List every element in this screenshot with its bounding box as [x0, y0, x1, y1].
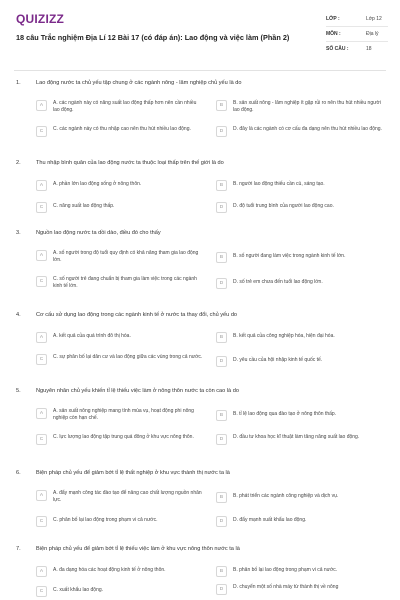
option-text: B. phân bố lại lao động trong phạm vi cả nước. — [233, 567, 338, 573]
option-letter: D — [216, 202, 227, 213]
option-text: B. số người đang làm việc trong ngành kinh tế lớn. — [233, 253, 346, 259]
option-text: C. xuất khẩu lao động. — [53, 587, 104, 593]
option-d[interactable] — [216, 434, 386, 445]
question-number: 5. — [16, 388, 21, 394]
option-text: C. phân bố lại lao động trong phạm vi cả nước. — [53, 517, 158, 523]
option-letter: D — [216, 126, 227, 137]
option-d[interactable] — [216, 584, 386, 595]
question-text: Biện pháp chủ yếu để giảm bớt tỉ lệ thiếu việc làm ở khu vực nông thôn nước ta là — [36, 546, 240, 552]
option-text: D. đầu tư khoa học kĩ thuật làm tăng năng suất lao động. — [233, 434, 360, 440]
question-text: Thu nhập bình quân của lao động nước ta thuộc loại thấp trên thế giới là do — [36, 160, 224, 166]
option-c[interactable] — [36, 354, 206, 365]
meta-label: MÔN : — [326, 31, 341, 37]
option-letter: B — [216, 332, 227, 343]
option-text: A. đẩy mạnh công tác đào tạo để nâng cao chất lượng nguồn nhân lực. — [53, 490, 202, 503]
option-c[interactable] — [36, 202, 206, 213]
question-number: 6. — [16, 470, 21, 476]
header-divider — [14, 70, 386, 71]
question-text: Cơ cấu sử dụng lao động trong các ngành kinh tế ở nước ta thay đổi, chủ yếu do — [36, 312, 238, 318]
meta-value: 18 — [366, 46, 372, 52]
meta-row-count — [326, 42, 388, 56]
option-text: A. sản xuất nông nghiệp mang tính mùa vụ, hoạt động phi nông nghiệp còn hạn chế. — [53, 408, 194, 421]
option-text: C. số người trẻ đang chuẩn bị tham gia làm việc trong các ngành kinh tế lớn. — [53, 276, 197, 289]
option-letter: C — [36, 586, 47, 597]
option-b[interactable] — [216, 180, 386, 191]
option-letter: A — [36, 250, 47, 261]
option-letter: D — [216, 516, 227, 527]
option-text: D. yêu cầu của hội nhập kinh tế quốc tế. — [233, 357, 323, 363]
option-a[interactable] — [36, 408, 206, 422]
option-c[interactable] — [36, 434, 206, 445]
option-letter: D — [216, 584, 227, 595]
option-letter: A — [36, 408, 47, 419]
option-text: C. năng suất lao động thấp. — [53, 203, 115, 209]
question-number: 2. — [16, 160, 21, 166]
option-d[interactable] — [216, 278, 386, 289]
option-b[interactable] — [216, 410, 386, 421]
option-a[interactable] — [36, 180, 206, 191]
meta-value: Địa lý — [366, 31, 379, 37]
option-letter: A — [36, 566, 47, 577]
option-text: B. tỉ lệ lao động qua đào tạo ở nông thôn thấp. — [233, 411, 337, 417]
question-text: Biện pháp chủ yếu để giảm bớt tỉ lệ thất nghiệp ở khu vực thành thị nước ta là — [36, 470, 230, 476]
option-letter: B — [216, 566, 227, 577]
option-c[interactable] — [36, 126, 206, 137]
option-text: D. đẩy mạnh xuất khẩu lao động. — [233, 517, 307, 523]
option-letter: D — [216, 278, 227, 289]
meta-label: LỚP : — [326, 16, 340, 22]
meta-info — [326, 12, 388, 56]
option-letter: A — [36, 180, 47, 191]
option-a[interactable] — [36, 250, 206, 264]
option-text: A. kết quả của quá trình đô thị hóa. — [53, 333, 131, 339]
option-d[interactable] — [216, 516, 386, 527]
header — [0, 0, 400, 66]
option-text: B. phát triển các ngành công nghiệp và dịch vụ. — [233, 493, 339, 499]
meta-row-subject — [326, 27, 388, 42]
option-letter: A — [36, 332, 47, 343]
option-text: A. đa dạng hóa các hoạt động kinh tế ở nông thôn. — [53, 567, 166, 573]
option-letter: A — [36, 490, 47, 501]
option-b[interactable] — [216, 100, 386, 114]
question-number: 1. — [16, 80, 21, 86]
document-title: 18 câu Trắc nghiệm Địa Lí 12 Bài 17 (có đáp án): Lao động và việc làm (Phần 2) — [16, 33, 290, 42]
option-letter: B — [216, 492, 227, 503]
option-letter: C — [36, 276, 47, 287]
option-a[interactable] — [36, 332, 206, 343]
question-text: Nguyên nhân chủ yếu khiến tỉ lệ thiếu việc làm ở nông thôn nước ta còn cao là do — [36, 388, 239, 394]
question-text: Lao động nước ta chủ yếu tập chung ở các ngành nông - lâm nghiệp chủ yếu là do — [36, 80, 242, 86]
option-letter: B — [216, 410, 227, 421]
option-text: A. phần lớn lao động sống ở nông thôn. — [53, 181, 142, 187]
option-a[interactable] — [36, 490, 206, 504]
option-a[interactable] — [36, 566, 206, 577]
option-c[interactable] — [36, 276, 206, 290]
option-text: C. các ngành này có thu nhập cao nên thu hút nhiều lao động. — [53, 126, 191, 132]
option-letter: C — [36, 354, 47, 365]
option-letter: C — [36, 434, 47, 445]
question-number: 3. — [16, 230, 21, 236]
option-text: A. số người trong độ tuổi quy định có khả năng tham gia lao động lớn. — [53, 250, 199, 263]
option-text: C. sự phân bố lại dân cư và lao động giữa các vùng trong cả nước. — [53, 354, 203, 360]
option-text: D. độ tuổi trung bình của người lao động cao. — [233, 203, 334, 209]
option-d[interactable] — [216, 356, 386, 367]
option-text: C. lực lượng lao động tập trung quá đông ở khu vực nông thôn. — [53, 434, 194, 440]
meta-row-grade — [326, 12, 388, 27]
option-text: B. người lao động thiếu cần cù, sáng tạo. — [233, 181, 325, 187]
option-text: B. kết quả của công nghiệp hóa, hiện đại hóa. — [233, 333, 335, 339]
option-text: D. chuyển một số nhà máy từ thành thị về nông — [233, 584, 339, 590]
option-letter: A — [36, 100, 47, 111]
question-number: 4. — [16, 312, 21, 318]
option-text: A. các ngành này có năng suất lao động thấp hơn nên cần nhiều lao động. — [53, 100, 197, 113]
option-b[interactable] — [216, 252, 386, 263]
option-a[interactable] — [36, 100, 206, 114]
option-letter: C — [36, 516, 47, 527]
option-d[interactable] — [216, 126, 386, 137]
meta-value: Lớp 12 — [366, 16, 382, 22]
option-d[interactable] — [216, 202, 386, 213]
option-letter: C — [36, 126, 47, 137]
option-letter: B — [216, 252, 227, 263]
option-c[interactable] — [36, 516, 206, 527]
option-letter: B — [216, 100, 227, 111]
option-c[interactable] — [36, 586, 206, 597]
question-text: Nguồn lao động nước ta dồi dào, điều đó cho thấy — [36, 230, 161, 236]
option-b[interactable] — [216, 492, 386, 503]
option-b[interactable] — [216, 566, 386, 577]
option-b[interactable] — [216, 332, 386, 343]
quizizz-logo: QUIZIZZ — [16, 12, 65, 26]
option-letter: B — [216, 180, 227, 191]
option-text: D. đây là các ngành có cơ cấu đa dạng nên thu hút nhiều lao động. — [233, 126, 382, 132]
option-text: D. số trẻ em chưa đến tuổi lao động lớn. — [233, 279, 323, 285]
option-letter: D — [216, 356, 227, 367]
question-number: 7. — [16, 546, 21, 552]
meta-label: SỐ CÂU : — [326, 46, 349, 52]
option-letter: C — [36, 202, 47, 213]
option-letter: D — [216, 434, 227, 445]
option-text: B. sản xuất nông - lâm nghiệp ít gặp rủi ro nên thu hút nhiều người lao động. — [233, 100, 381, 113]
